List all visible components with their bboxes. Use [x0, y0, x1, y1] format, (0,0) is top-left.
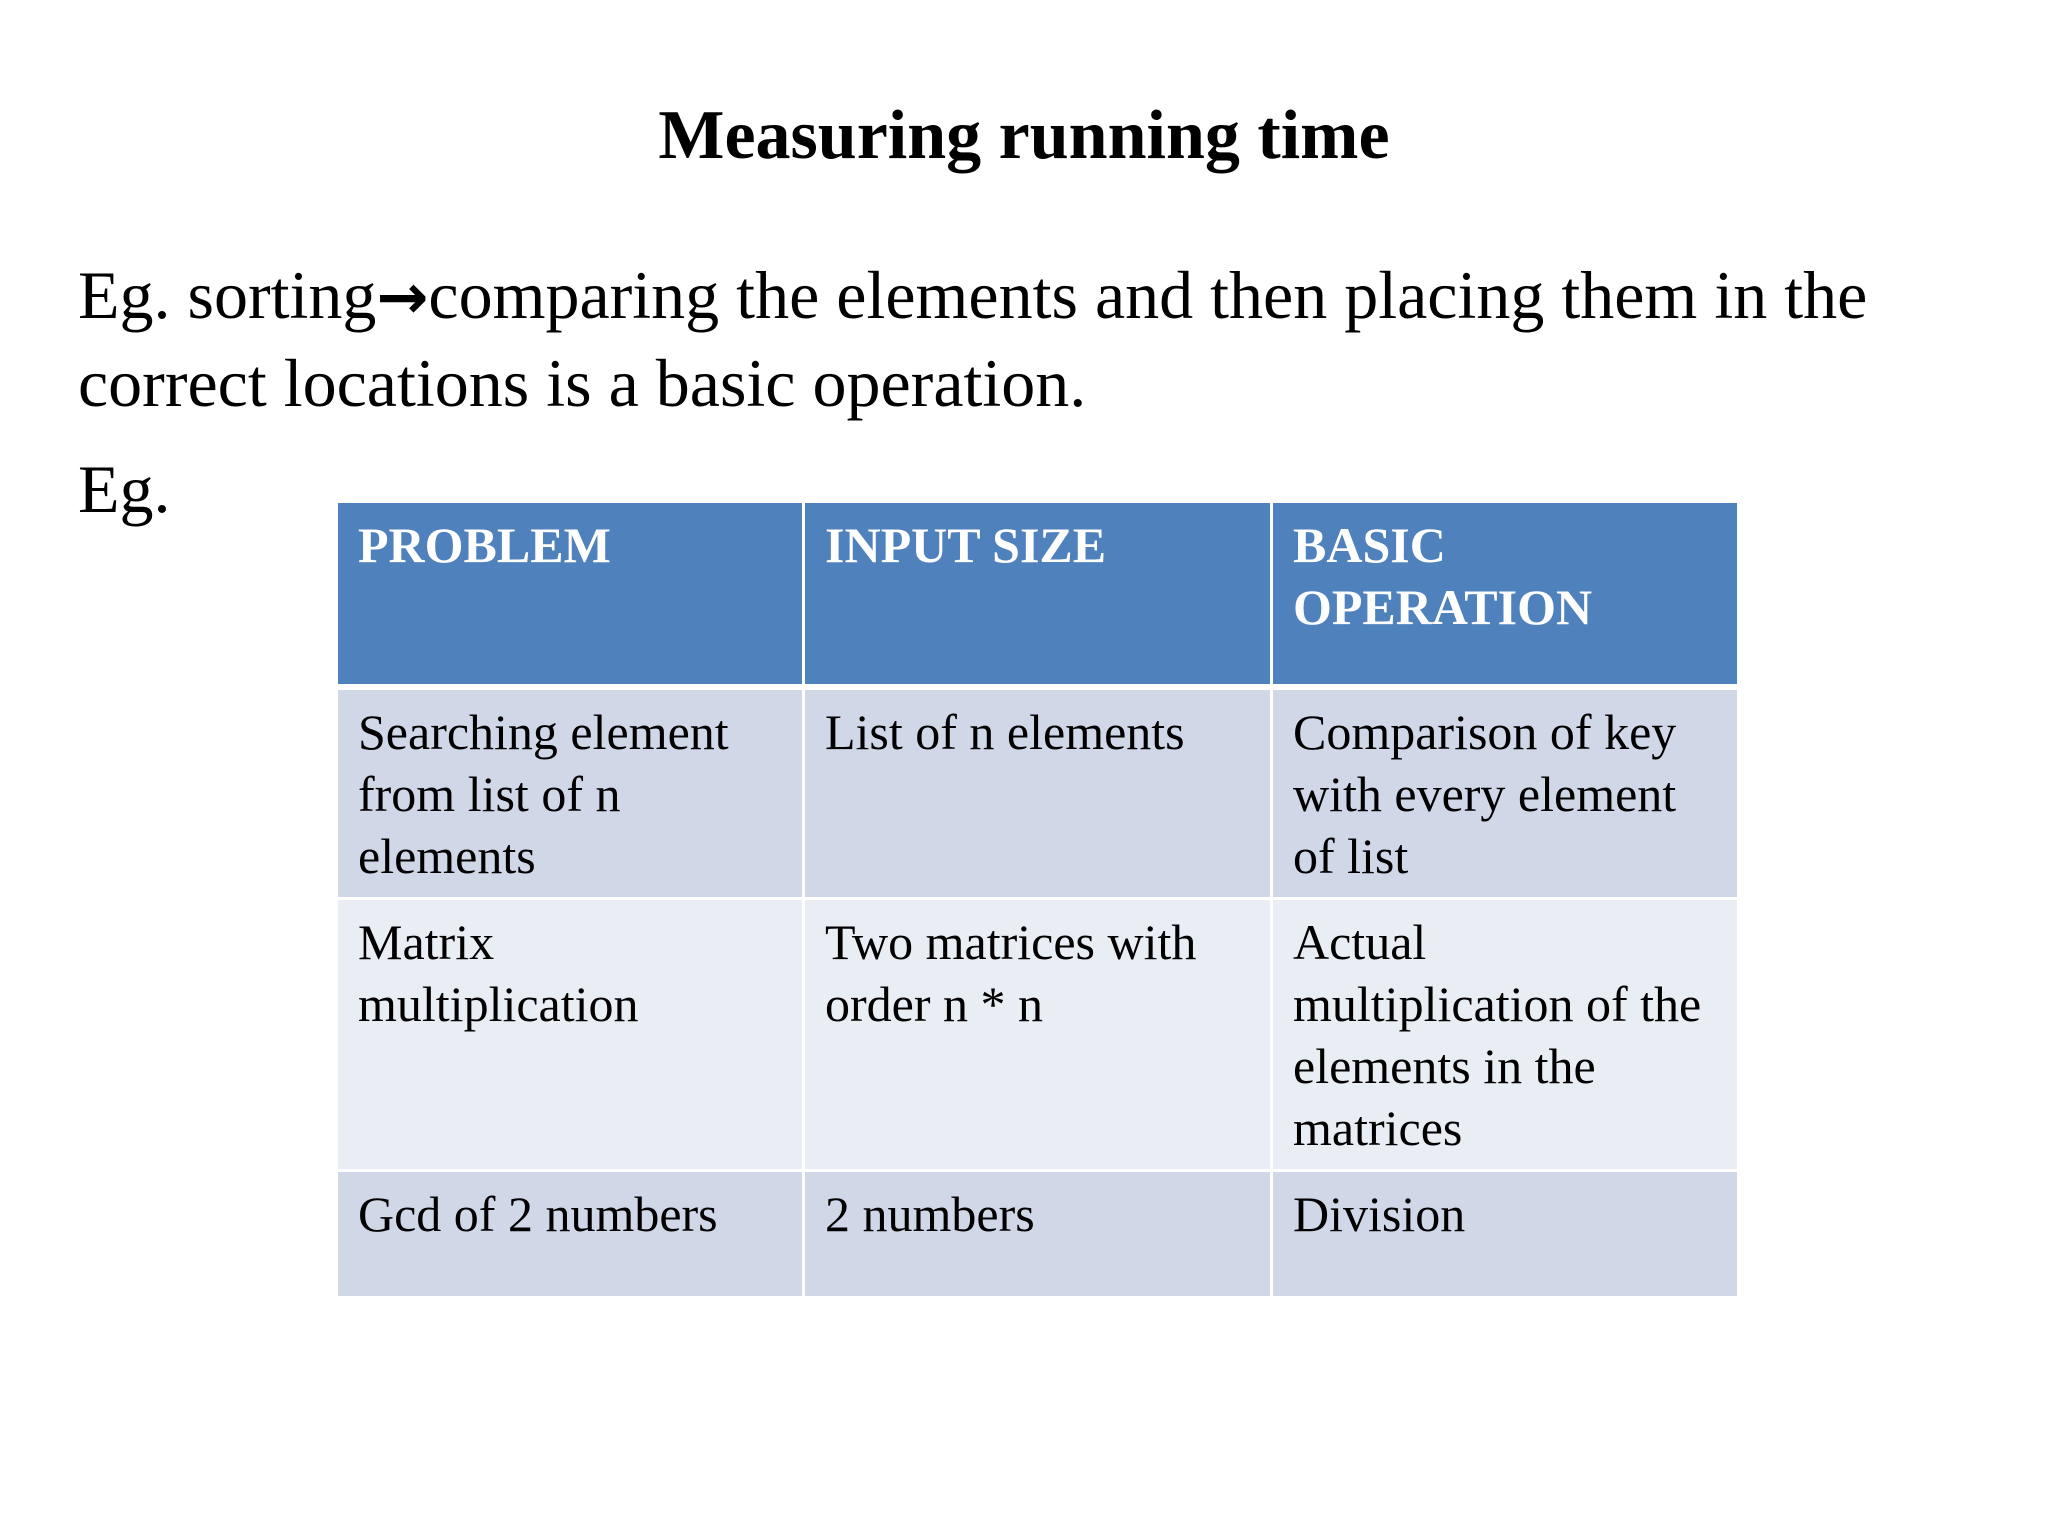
table-row	[337, 687, 1739, 899]
cell-basic-operation: Comparison of key with every element of list	[1272, 687, 1739, 899]
cell-problem: Matrix multiplication	[337, 899, 804, 1171]
cell-basic-operation: Actual multiplication of the elements in the matrices	[1272, 899, 1739, 1171]
cell-input-size: Two matrices with order n * n	[804, 899, 1272, 1171]
body-text	[78, 252, 1978, 427]
table-row	[337, 1171, 1739, 1298]
basic-operations-table	[335, 500, 1740, 1299]
header-basic-operation: BASIC OPERATION	[1272, 502, 1739, 688]
cell-basic-operation: Division	[1272, 1171, 1739, 1298]
cell-problem: Gcd of 2 numbers	[337, 1171, 804, 1298]
example-prefix: Eg. sorting	[78, 257, 377, 333]
eg-label: Eg.	[78, 451, 171, 527]
table-header-row	[337, 502, 1739, 688]
cell-input-size: List of n elements	[804, 687, 1272, 899]
slide-title: Measuring running time	[658, 97, 1390, 174]
example-description: comparing the elements and then placing them in the correct locations is a basic operation.	[78, 257, 1868, 421]
sorting-example-paragraph	[78, 252, 1978, 427]
cell-input-size: 2 numbers	[804, 1171, 1272, 1298]
table-row	[337, 899, 1739, 1171]
header-input-size: INPUT SIZE	[804, 502, 1272, 688]
cell-problem: Searching element from list of n elements	[337, 687, 804, 899]
right-arrow-icon: →	[376, 260, 429, 333]
header-problem: PROBLEM	[337, 502, 804, 688]
